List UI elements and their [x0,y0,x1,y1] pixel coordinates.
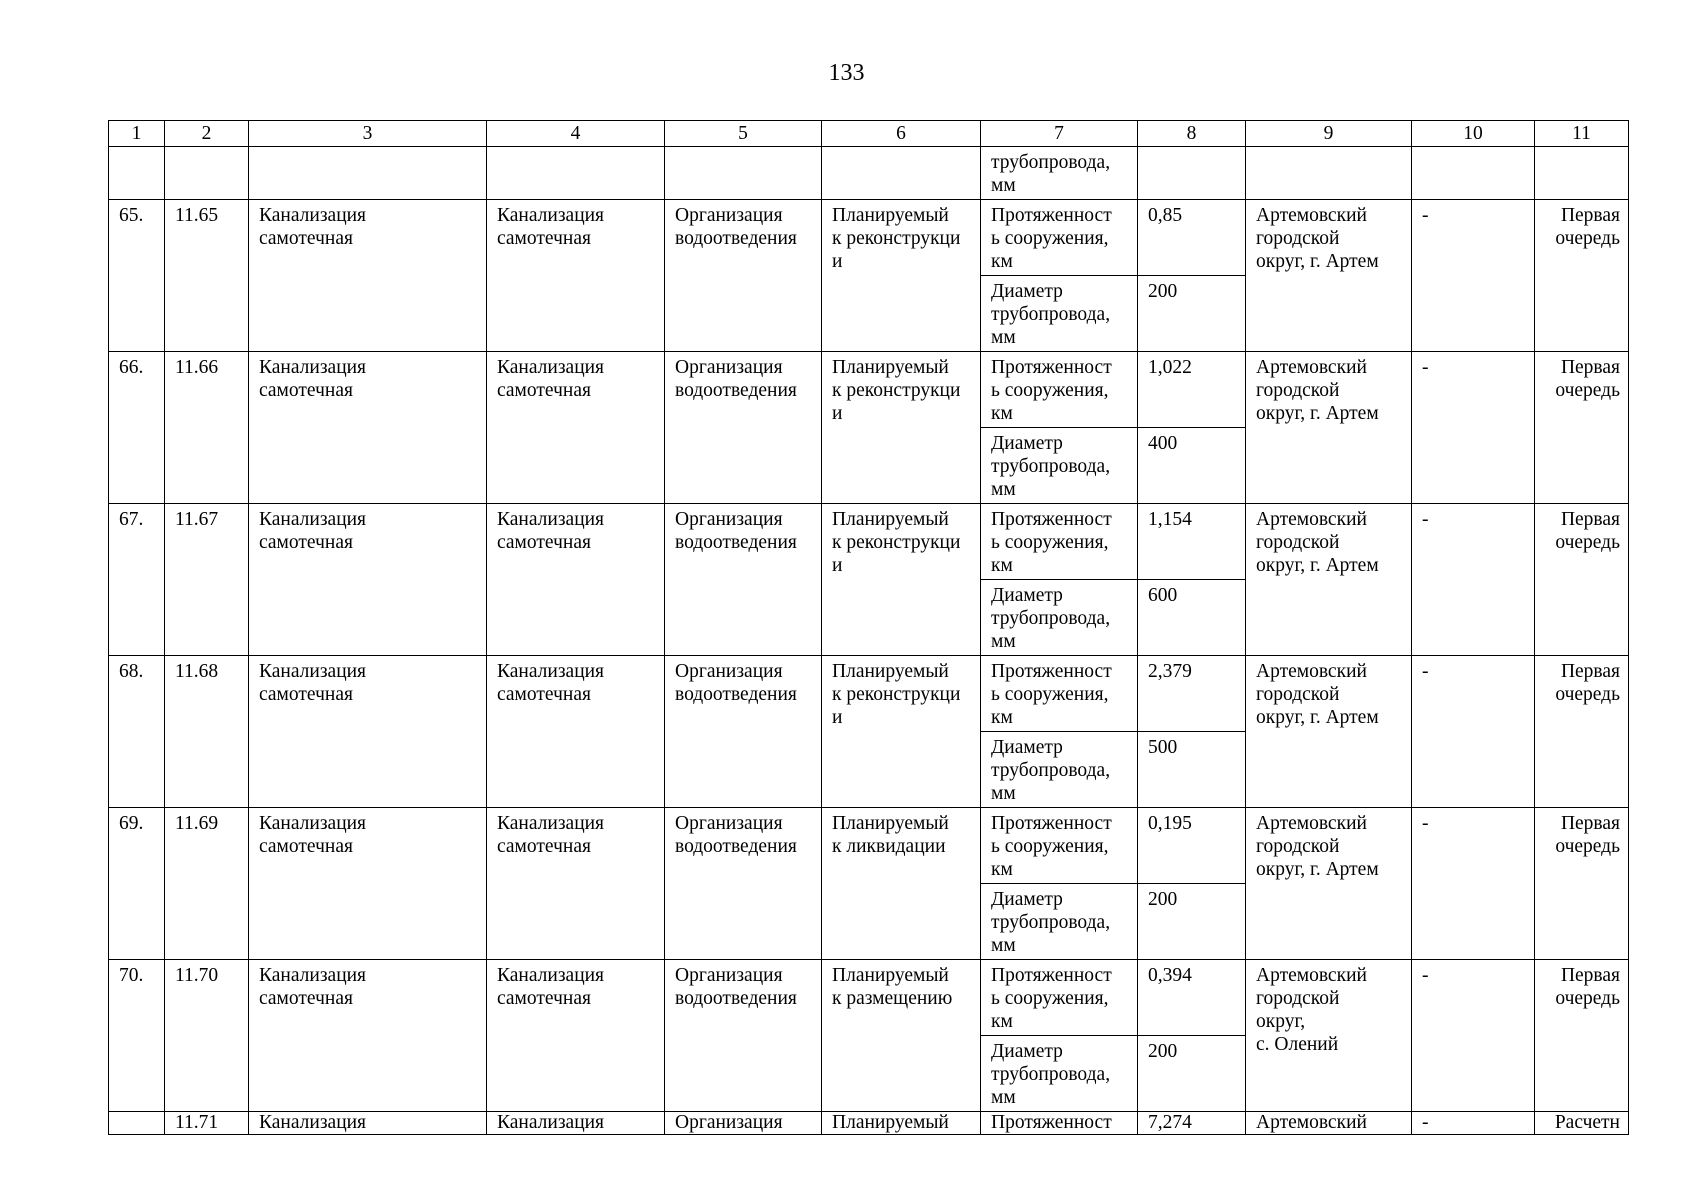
status: Планируемый к реконструкци и [822,656,981,808]
object-code: 11.67 [165,504,249,656]
parameter-name: Диаметр трубопровода, мм [981,580,1138,656]
row-number: 67. [109,504,165,656]
location: Артемовский городской округ, с. Олений [1246,960,1412,1112]
cell [1138,147,1246,200]
zone: - [1412,808,1535,960]
parameter-value: 600 [1138,580,1246,656]
parameter-value: 0,394 [1138,960,1246,1036]
table-row [109,200,1629,276]
continuation-row [109,147,1629,200]
zone: - [1412,504,1535,656]
object-type: Канализация самотечная [487,504,665,656]
object-name: Канализация самотечная [249,504,487,656]
parameter-value: 200 [1138,884,1246,960]
table-row [109,656,1629,732]
column-number: 3 [249,121,487,147]
parameter-value: 400 [1138,428,1246,504]
table-row [109,808,1629,884]
stage: Первая очередь [1535,960,1629,1112]
stage: Первая очередь [1535,656,1629,808]
parameter-name: Протяженност ь сооружения, км [981,352,1138,428]
status: Планируемый [822,1112,981,1135]
parameter-value: 1,154 [1138,504,1246,580]
row-number: 68. [109,656,165,808]
status: Планируемый к реконструкци и [822,200,981,352]
status: Планируемый к реконструкци и [822,504,981,656]
stage: Первая очередь [1535,200,1629,352]
parameter-name: Диаметр трубопровода, мм [981,884,1138,960]
parameter-name: Диаметр трубопровода, мм [981,732,1138,808]
stage: Первая очередь [1535,504,1629,656]
zone: - [1412,200,1535,352]
object-type: Канализация самотечная [487,656,665,808]
cell [487,147,665,200]
purpose: Организация [665,1112,822,1135]
table-row [109,352,1629,428]
purpose: Организация водоотведения [665,504,822,656]
column-number-row [109,121,1629,147]
parameter-name: Протяженност ь сооружения, км [981,504,1138,580]
object-code: 11.70 [165,960,249,1112]
zone: - [1412,352,1535,504]
zone: - [1412,1112,1535,1135]
purpose: Организация водоотведения [665,656,822,808]
parameter-name: Протяженност ь сооружения, км [981,960,1138,1036]
parameter-name: Диаметр трубопровода, мм [981,1036,1138,1112]
row-number [109,1112,165,1135]
status: Планируемый к ликвидации [822,808,981,960]
table-row [109,504,1629,580]
object-type: Канализация самотечная [487,960,665,1112]
table-row [109,1112,1629,1135]
object-code: 11.69 [165,808,249,960]
status: Планируемый к размещению [822,960,981,1112]
object-name: Канализация самотечная [249,352,487,504]
cell [1246,147,1412,200]
parameter-value: 7,274 [1138,1112,1246,1135]
object-name: Канализация самотечная [249,200,487,352]
object-name: Канализация самотечная [249,808,487,960]
parameter-name: Диаметр трубопровода, мм [981,428,1138,504]
status: Планируемый к реконструкци и [822,352,981,504]
stage: Первая очередь [1535,808,1629,960]
location: Артемовский городской округ, г. Артем [1246,808,1412,960]
page-number: 133 [828,60,865,86]
column-number: 10 [1412,121,1535,147]
cell [1535,147,1629,200]
parameter-value: 2,379 [1138,656,1246,732]
column-number: 6 [822,121,981,147]
stage: Первая очередь [1535,352,1629,504]
row-number: 69. [109,808,165,960]
column-number: 11 [1535,121,1629,147]
parameter-value: 0,85 [1138,200,1246,276]
parameter-name: Диаметр трубопровода, мм [981,276,1138,352]
parameter-value: 200 [1138,276,1246,352]
parameter-name: Протяженност ь сооружения, км [981,808,1138,884]
parameter-value: 1,022 [1138,352,1246,428]
object-type: Канализация [487,1112,665,1135]
purpose: Организация водоотведения [665,200,822,352]
parameter-name: Протяженност [981,1112,1138,1135]
row-number: 65. [109,200,165,352]
purpose: Организация водоотведения [665,808,822,960]
cell [1412,147,1535,200]
column-number: 8 [1138,121,1246,147]
parameter-value: 200 [1138,1036,1246,1112]
parameter-name: Протяженност ь сооружения, км [981,656,1138,732]
cell [165,147,249,200]
column-number: 1 [109,121,165,147]
column-number: 7 [981,121,1138,147]
column-number: 5 [665,121,822,147]
object-type: Канализация самотечная [487,352,665,504]
location: Артемовский городской округ, г. Артем [1246,656,1412,808]
zone: - [1412,656,1535,808]
cell [109,147,165,200]
object-code: 11.66 [165,352,249,504]
parameter-value: 0,195 [1138,808,1246,884]
parameter-value: 500 [1138,732,1246,808]
location: Артемовский городской округ, г. Артем [1246,504,1412,656]
location: Артемовский городской округ, г. Артем [1246,200,1412,352]
stage: Расчетн [1535,1112,1629,1135]
cell [822,147,981,200]
object-name: Канализация [249,1112,487,1135]
column-number: 2 [165,121,249,147]
registry-table [108,120,1629,1135]
purpose: Организация водоотведения [665,960,822,1112]
object-name: Канализация самотечная [249,960,487,1112]
object-name: Канализация самотечная [249,656,487,808]
row-number: 66. [109,352,165,504]
object-code: 11.71 [165,1112,249,1135]
zone: - [1412,960,1535,1112]
table-row [109,960,1629,1036]
column-number: 4 [487,121,665,147]
object-type: Канализация самотечная [487,200,665,352]
parameter-name: трубопровода, мм [981,147,1138,200]
location: Артемовский [1246,1112,1412,1135]
purpose: Организация водоотведения [665,352,822,504]
object-type: Канализация самотечная [487,808,665,960]
column-number: 9 [1246,121,1412,147]
object-code: 11.65 [165,200,249,352]
object-code: 11.68 [165,656,249,808]
location: Артемовский городской округ, г. Артем [1246,352,1412,504]
row-number: 70. [109,960,165,1112]
cell [249,147,487,200]
parameter-name: Протяженност ь сооружения, км [981,200,1138,276]
cell [665,147,822,200]
